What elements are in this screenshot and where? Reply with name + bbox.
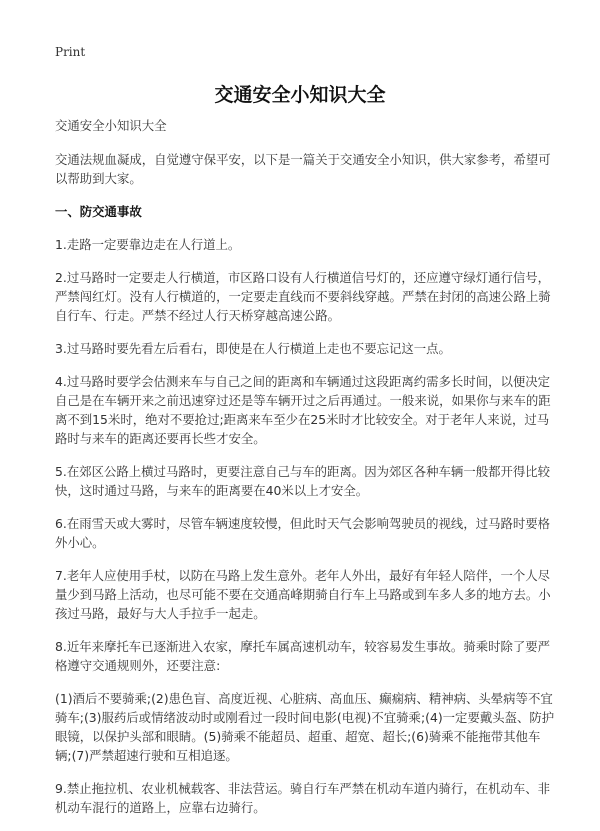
list-item: 9.禁止拖拉机、农业机械载客、非法营运。骑自行车严禁在机动车道内骑行，在机动车、非机动车混行的道路上，应靠右边骑行。 [55,781,551,815]
page-title: 交通安全小知识大全 [214,84,386,106]
article-subtitle: 交通安全小知识大全 [55,118,167,133]
list-item: 5.在郊区公路上横过马路时，更要注意自己与车的距离。因为郊区各种车辆一般都开得比较快，这时通过马路，与来车的距离要在40米以上才安全。 [55,464,551,498]
list-item: 4.过马路时要学会估测来车与自己之间的距离和车辆通过这段距离约需多长时间，以便决定自己是在车辆开来之前迅速穿过还是等车辆开过之后再通过。一般来说，如果你与来车的距离不到15米时，绝对不要抢过;距离来车至少在25米时才比较安全。对于老年人来说，过马路时与来车的距离还要再长些才安全。 [55,374,551,446]
list-item: 1.走路一定要靠边走在人行道上。 [55,237,241,252]
article-body [55,116,555,831]
list-item: (1)酒后不要骑乘;(2)患色盲、高度近视、心脏病、高血压、癫痫病、精神病、头晕病等不宜骑车;(3)服药后或情绪波动时或刚看过一段时间电影(电视)不宜骑乘;(4)一定要戴头盔、防护眼镜，以保护头部和眼睛。(5)骑乘不能超员、超重、超宽、超长;(6)骑乘不能拖带其他车辆;(7)严禁超速行驶和互相追逐。 [55,691,555,763]
section-heading: 一、防交通事故 [55,204,142,219]
list-item: 2.过马路时一定要走人行横道，市区路口设有人行横道信号灯的，还应遵守绿灯通行信号，严禁闯红灯。没有人行横道的，一定要走直线而不要斜线穿越。严禁在封闭的高速公路上骑自行车、行走。严禁不经过人行天桥穿越高速公路。 [55,270,551,323]
print-link[interactable]: Print [55,45,86,59]
list-item: 6.在雨雪天或大雾时，尽管车辆速度较慢，但此时天气会影响驾驶员的视线，过马路时要格外小心。 [55,516,551,550]
list-item: 3.过马路时要先看左后看右，即使是在人行横道上走也不要忘记这一点。 [55,341,451,356]
intro-paragraph: 交通法规血凝成，自觉遵守保平安，以下是一篇关于交通安全小知识，供大家参考，希望可以帮助到大家。 [55,152,551,186]
list-item: 8.近年来摩托车已逐渐进入农家，摩托车属高速机动车，较容易发生事故。骑乘时除了要严格遵守交通规则外，还要注意: [55,639,551,673]
list-item: 7.老年人应使用手杖，以防在马路上发生意外。老年人外出，最好有年轻人陪伴，一个人尽量少到马路上活动，也尽可能不要在交通高峰期骑自行车上马路或到车多人多的地方去。小孩过马路，最好与大人手拉手一起走。 [55,568,551,621]
